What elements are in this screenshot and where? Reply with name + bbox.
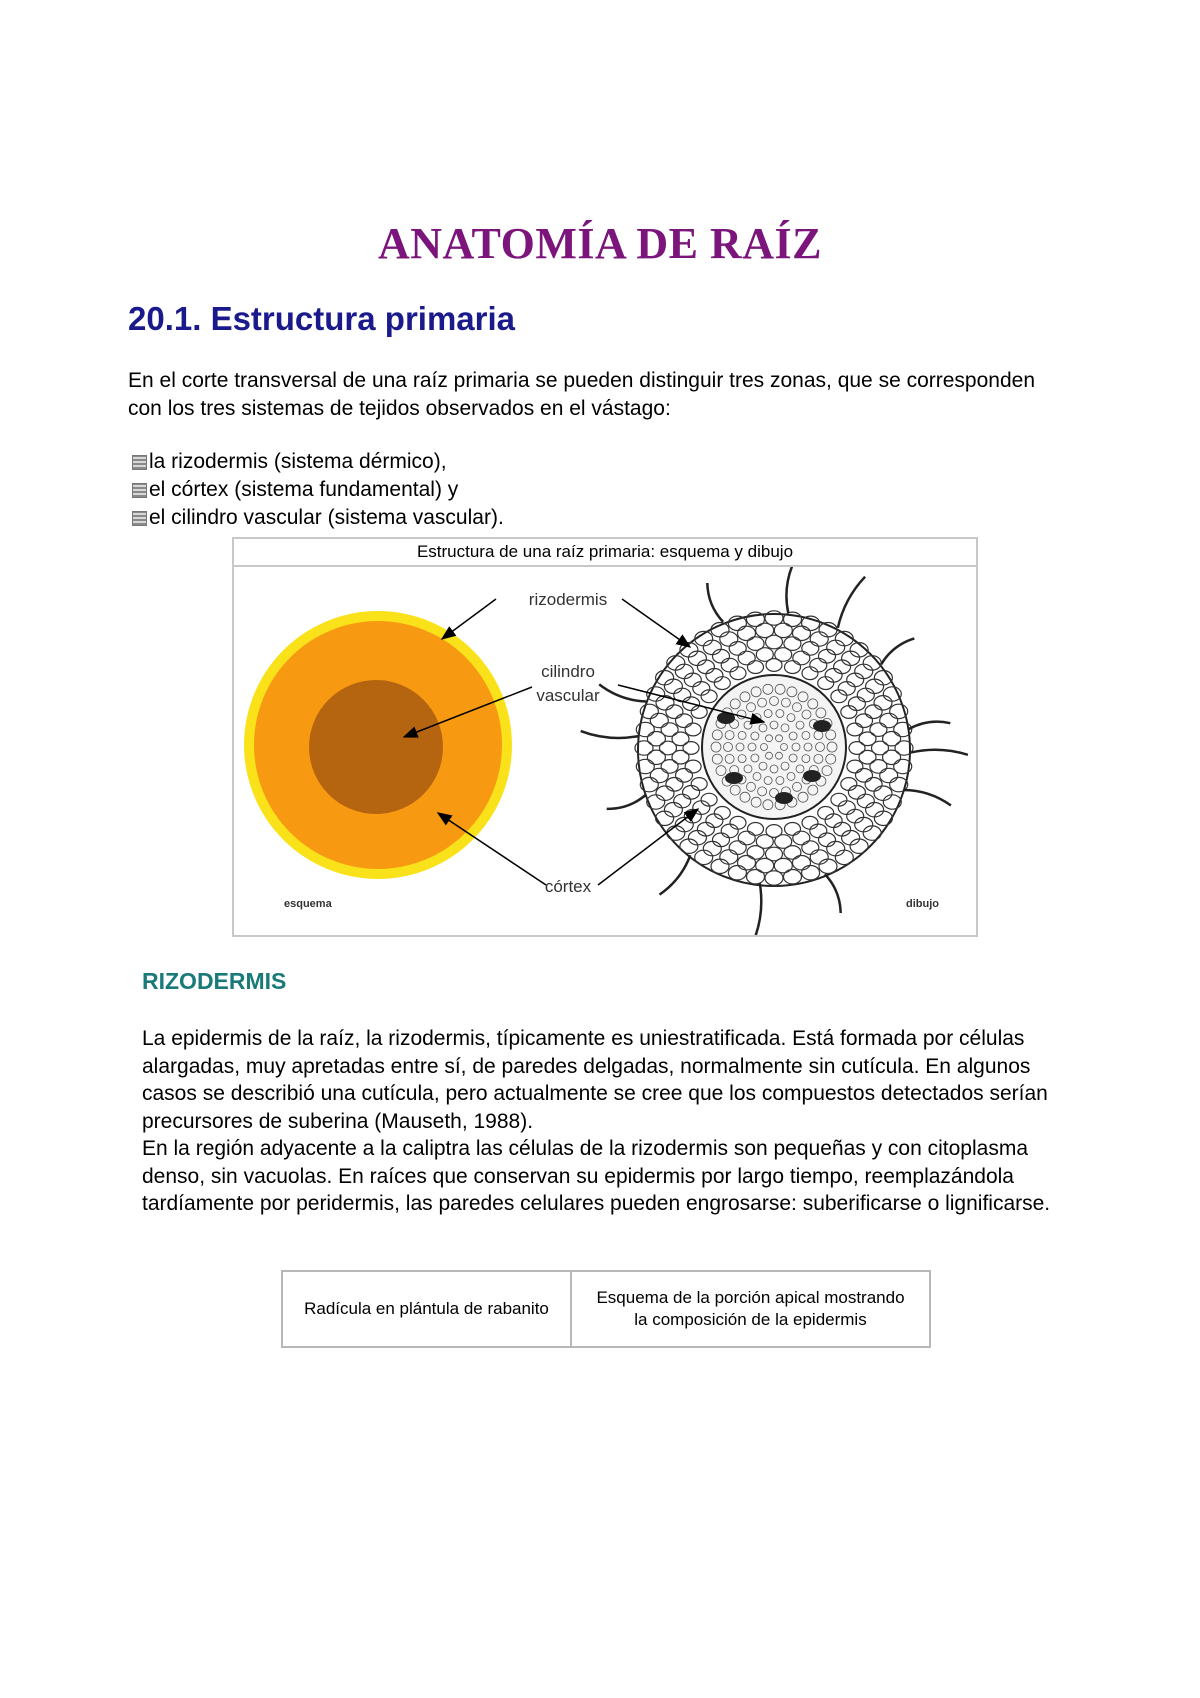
image-table — [281, 1270, 931, 1348]
list-item-text: el córtex (sistema fundamental) y — [149, 478, 459, 501]
table-cell-text: Radícula en plántula de rabanito — [304, 1299, 549, 1318]
root-structure-figure — [232, 537, 978, 937]
root-hair — [881, 638, 914, 664]
page-title: ANATOMÍA DE RAÍZ — [378, 219, 822, 268]
root-hair — [910, 750, 968, 755]
label-cilindro: cilindro — [541, 662, 595, 681]
bullet-icon — [132, 511, 147, 526]
root-hair — [707, 583, 723, 622]
list-item — [132, 448, 504, 476]
xylem-pole — [813, 720, 831, 732]
list-item-text: el cilindro vascular (sistema vascular). — [149, 506, 504, 529]
root-hair — [825, 874, 841, 913]
list-item — [132, 504, 504, 532]
tissue-zones-list — [132, 448, 504, 532]
table-cell-text: la composición de la epidermis — [634, 1310, 867, 1329]
xylem-pole — [803, 770, 821, 782]
table-cell-text: Esquema de la porción apical mostrando — [596, 1288, 905, 1307]
root-hair — [581, 731, 639, 738]
bullet-icon — [132, 483, 147, 498]
list-item-text: la rizodermis (sistema dérmico), — [149, 450, 447, 473]
bullet-icon — [132, 455, 147, 470]
label-rizodermis: rizodermis — [528, 590, 608, 609]
root-hair — [754, 883, 762, 935]
section-heading: 20.1. Estructura primaria — [128, 300, 516, 337]
root-hair — [838, 577, 865, 628]
root-hair — [909, 722, 951, 729]
root-diagram — [234, 567, 976, 935]
rizodermis-paragraph: La epidermis de la raíz, la rizodermis, típicamente es uniestratificada. Está formada por células alargadas, muy apretadas entre sí, de paredes delgadas, normalmente sin cutícula. En algunos casos se describió una cutícula, pero actualmente se cree que los compuestos detectados serían precursores de suberina (Mauseth, 1988). — [142, 1027, 1048, 1133]
table-cell — [282, 1271, 571, 1347]
root-hair — [607, 795, 647, 809]
label-dibujo: dibujo — [906, 898, 939, 910]
rizodermis-paragraph: En la región adyacente a la caliptra las células de la rizodermis son pequeñas y con citoplasma denso, sin vacuolas. En raíces que conservan su epidermis por largo tiempo, reemplazándola tardíamente por peridermis, las paredes celulares pueden engrosarse: suberificarse o lignificarse. — [142, 1137, 1051, 1215]
root-hair — [660, 855, 691, 894]
vascular-cylinder — [309, 680, 443, 814]
xylem-pole — [725, 772, 743, 784]
label-vascular: vascular — [536, 686, 600, 705]
figure-caption: Estructura de una raíz primaria: esquema y dibujo — [234, 539, 976, 567]
xylem-pole — [775, 792, 793, 804]
label-esquema: esquema — [284, 898, 332, 910]
intro-paragraph: En el corte transversal de una raíz primaria se pueden distinguir tres zonas, que se corresponden con los tres sistemas de tejidos observados en el vástago: — [128, 369, 1035, 420]
rizodermis-heading: RIZODERMIS — [142, 968, 287, 994]
root-cross-section-drawing — [581, 567, 968, 935]
table-cell — [571, 1271, 930, 1347]
list-item — [132, 476, 504, 504]
root-hair — [903, 790, 951, 806]
rizodermis-body — [142, 1025, 1082, 1218]
root-hair — [599, 684, 646, 701]
label-cortex: córtex — [544, 877, 592, 896]
root-hair — [786, 567, 793, 613]
